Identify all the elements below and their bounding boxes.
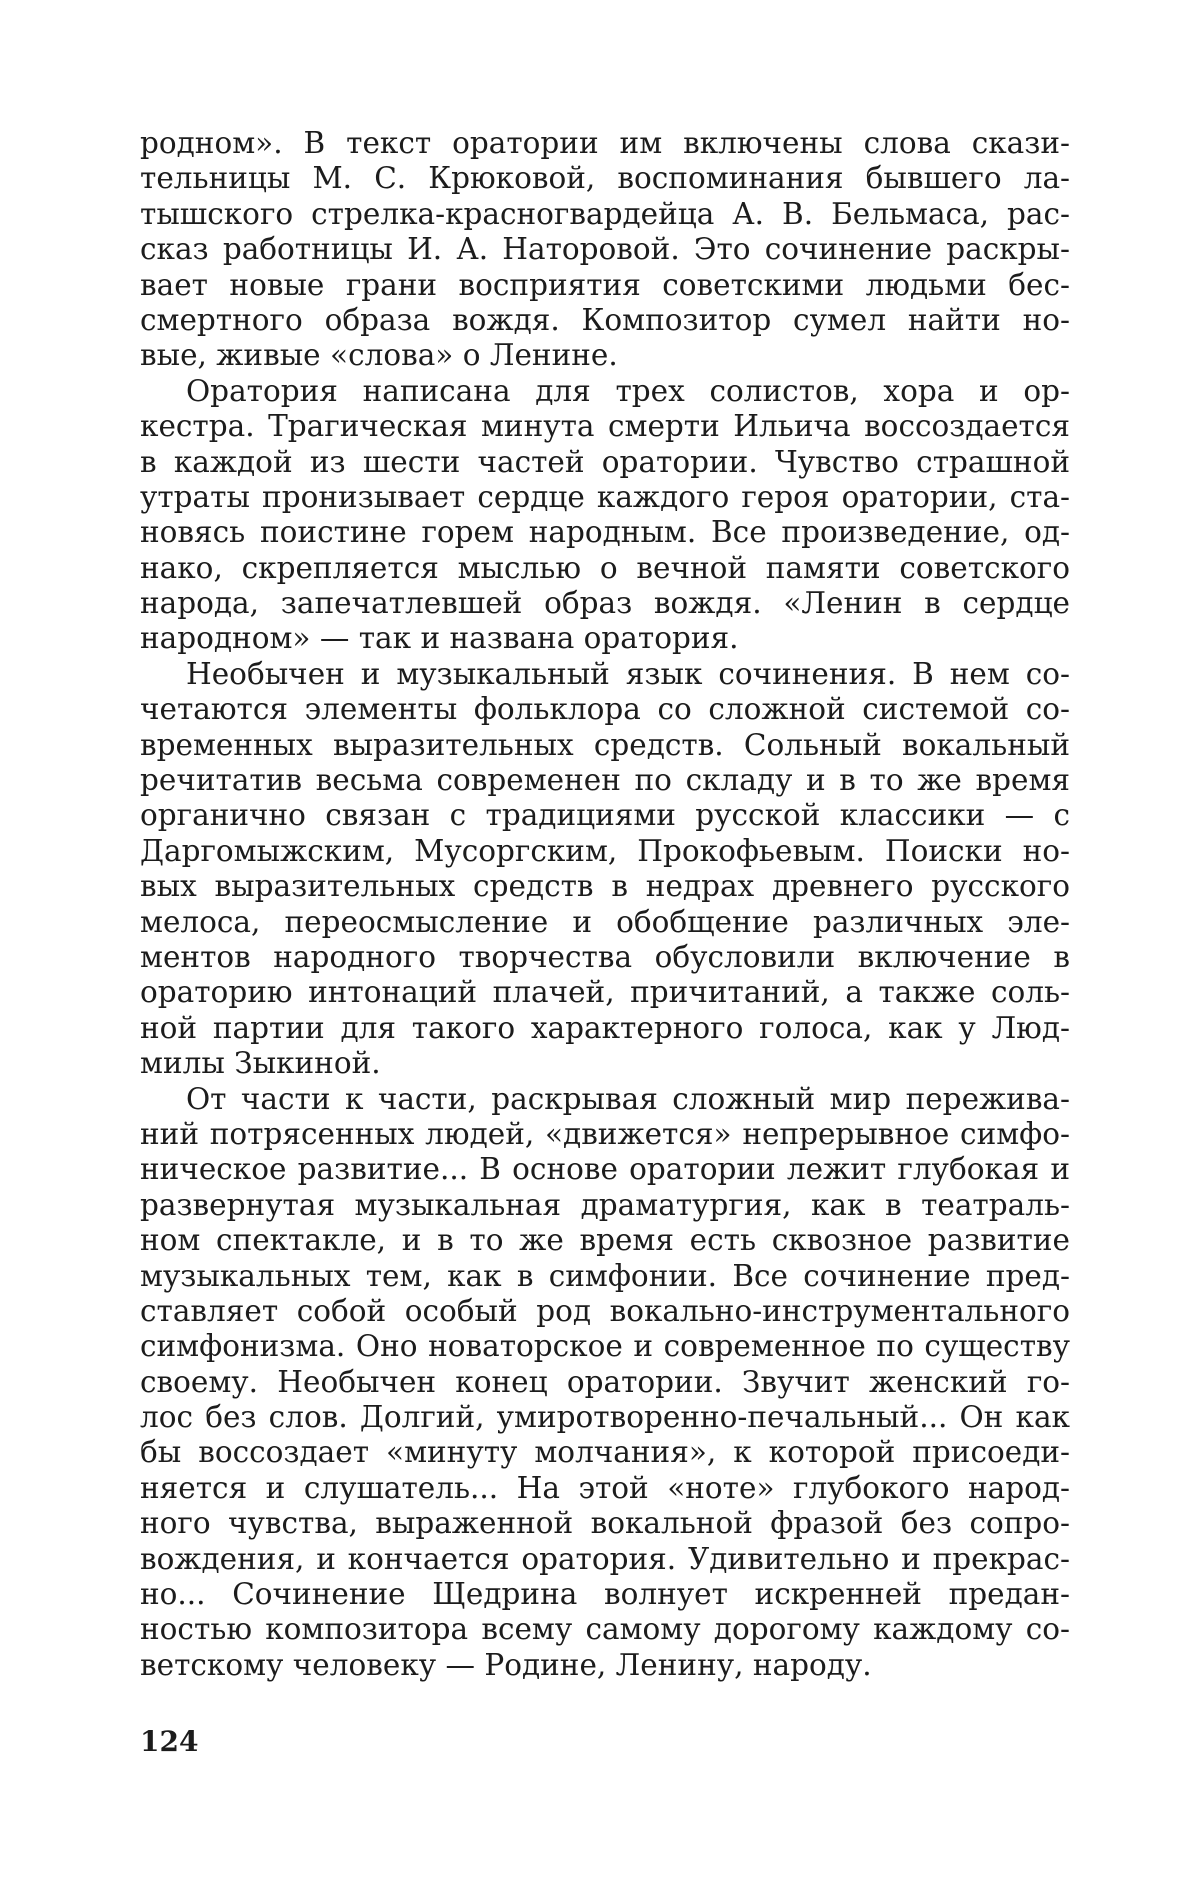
paragraph-1 (140, 126, 1070, 374)
text-line: От части к части, раскрывая сложный мир пережива- (140, 1082, 1070, 1117)
paragraph-4 (140, 1082, 1070, 1684)
text-line: развернутая музыкальная драматургия, как в театраль- (140, 1188, 1070, 1223)
text-line: Необычен и музыкальный язык сочинения. В нем со- (140, 657, 1070, 692)
page-number: 124 (140, 1726, 198, 1758)
text-line: вые, живые «слова» о Ленине. (140, 338, 1070, 373)
text-line: смертного образа вождя. Композитор сумел найти но- (140, 303, 1070, 338)
text-line: но... Сочинение Щедрина волнует искренней предан- (140, 1577, 1070, 1612)
text-line: четаются элементы фольклора со сложной системой со- (140, 692, 1070, 727)
text-line: тельницы М. С. Крюковой, воспоминания бывшего ла- (140, 161, 1070, 196)
text-line: милы Зыкиной. (140, 1046, 1070, 1081)
text-line: ораторию интонаций плачей, причитаний, а также соль- (140, 975, 1070, 1010)
paragraph-2 (140, 374, 1070, 657)
paragraph-3 (140, 657, 1070, 1082)
text-line: временных выразительных средств. Сольный вокальный (140, 728, 1070, 763)
text-line: ностью композитора всему самому дорогому каждому со- (140, 1612, 1070, 1647)
text-line: вает новые грани восприятия советскими людьми бес- (140, 268, 1070, 303)
text-line: Оратория написана для трех солистов, хора и ор- (140, 374, 1070, 409)
text-line: речитатив весьма современен по складу и в то же время (140, 763, 1070, 798)
text-line: няется и слушатель... На этой «ноте» глубокого народ- (140, 1471, 1070, 1506)
text-line: лос без слов. Долгий, умиротворенно-печальный... Он как (140, 1400, 1070, 1435)
text-line: Даргомыжским, Мусоргским, Прокофьевым. Поиски но- (140, 834, 1070, 869)
text-line: народном» — так и названа оратория. (140, 621, 1070, 656)
text-line: сказ работницы И. А. Наторовой. Это сочинение раскры- (140, 232, 1070, 267)
text-line: кестра. Трагическая минута смерти Ильича воссоздается (140, 409, 1070, 444)
body-text (140, 126, 1070, 1683)
text-line: ставляет собой особый род вокально-инструментального (140, 1294, 1070, 1329)
text-line: ний потрясенных людей, «движется» непрерывное симфо- (140, 1117, 1070, 1152)
text-line: родном». В текст оратории им включены слова скази- (140, 126, 1070, 161)
text-line: бы воссоздает «минуту молчания», к которой присоеди- (140, 1435, 1070, 1470)
text-line: музыкальных тем, как в симфонии. Все сочинение пред- (140, 1259, 1070, 1294)
text-line: новясь поистине горем народным. Все произведение, од- (140, 515, 1070, 550)
text-line: вых выразительных средств в недрах древнего русского (140, 869, 1070, 904)
text-line: ментов народного творчества обусловили включение в (140, 940, 1070, 975)
text-line: тышского стрелка-красногвардейца А. В. Бельмаса, рас- (140, 197, 1070, 232)
book-page (0, 0, 1200, 1880)
text-line: вождения, и кончается оратория. Удивительно и прекрас- (140, 1542, 1070, 1577)
text-line: ном спектакле, и в то же время есть сквозное развитие (140, 1223, 1070, 1258)
text-line: ной партии для такого характерного голоса, как у Люд- (140, 1011, 1070, 1046)
text-line: ветскому человеку — Родине, Ленину, народу. (140, 1648, 1070, 1683)
text-line: народа, запечатлевшей образ вождя. «Ленин в сердце (140, 586, 1070, 621)
text-line: в каждой из шести частей оратории. Чувство страшной (140, 445, 1070, 480)
text-line: утраты пронизывает сердце каждого героя оратории, ста- (140, 480, 1070, 515)
text-line: ного чувства, выраженной вокальной фразой без сопро- (140, 1506, 1070, 1541)
text-line: симфонизма. Оно новаторское и современное по существу (140, 1329, 1070, 1364)
text-line: мелоса, переосмысление и обобщение различных эле- (140, 905, 1070, 940)
text-line: органично связан с традициями русской классики — с (140, 798, 1070, 833)
text-line: ническое развитие... В основе оратории лежит глубокая и (140, 1152, 1070, 1187)
text-line: своему. Необычен конец оратории. Звучит женский го- (140, 1365, 1070, 1400)
text-line: нако, скрепляется мыслью о вечной памяти советского (140, 551, 1070, 586)
